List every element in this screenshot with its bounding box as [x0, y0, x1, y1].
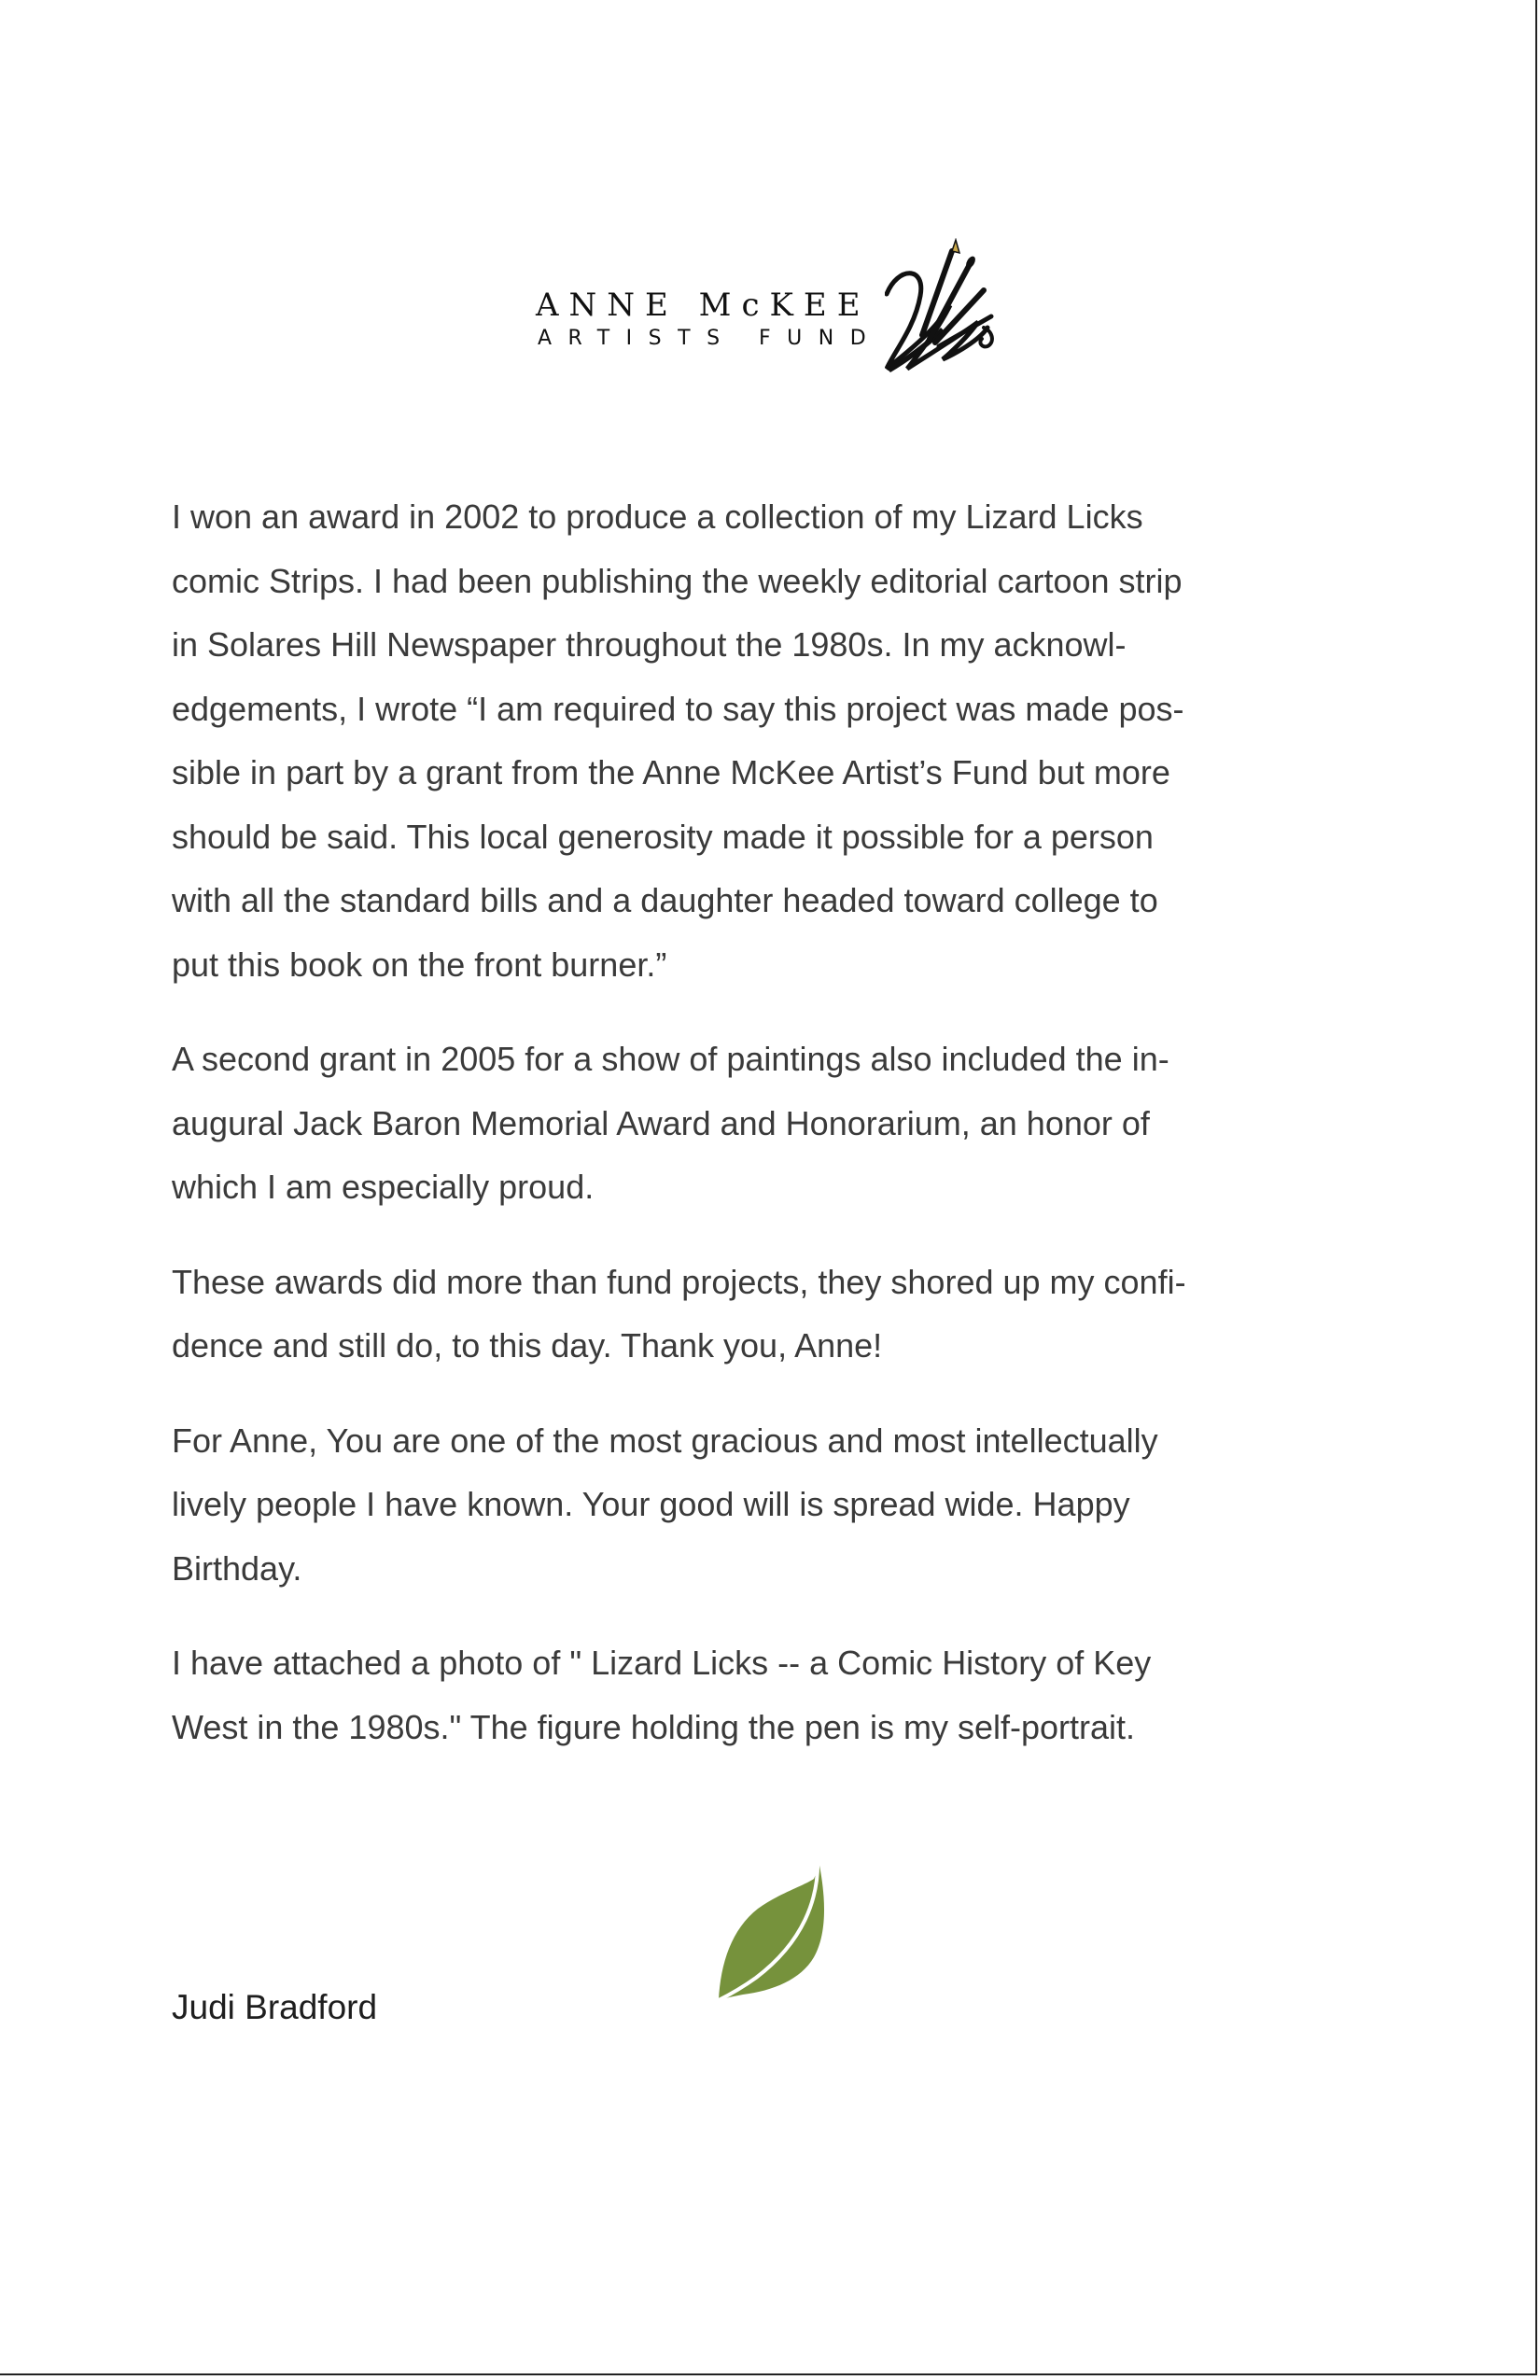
paragraph-confidence: These awards did more than fund projects, they shored up my confi- dence and still do, to this day. Thank you, Anne! [172, 1262, 1186, 1365]
green-leaf-icon [711, 1853, 833, 2002]
paragraph-photo-note: I have attached a photo of " Lizard Licks -- a Comic History of Key West in the 1980s." The figure holding the pen is my self-portrait. [172, 1644, 1152, 1746]
signature-name: Judi Bradford [172, 1988, 378, 2026]
logo-name: ANNE McKEE [536, 287, 871, 324]
logo-subtitle: ARTISTS FUND [538, 327, 883, 350]
brush-and-pen-swirl-icon [885, 238, 997, 378]
letter-body [172, 485, 1376, 1790]
paragraph-birthday: For Anne, You are one of the most gracious and most intellectually lively people I have known. Your good will is spread wide. Happy Birthday. [172, 1421, 1158, 1588]
paragraph-grant-2005: A second grant in 2005 for a show of paintings also included the in- augural Jack Baron Memorial Award and Honorarium, an honor of which I am especially proud. [172, 1040, 1169, 1206]
paragraph-award-2002: I won an award in 2002 to produce a collection of my Lizard Licks comic Strips. I had been publishing the weekly editorial cartoon strip in Solares Hill Newspaper throughout the 1980s. In my acknowl- edgements, I wrote “I am required to say this project was made pos- sible in part by a grant from the Anne McKee Artist’s Fund but more should be said. This local generosity made it possible for a person with all the standard bills and a daughter headed toward college to put this book on the front burner.” [172, 497, 1184, 984]
anne-mckee-artists-fund-logo [532, 238, 1027, 378]
